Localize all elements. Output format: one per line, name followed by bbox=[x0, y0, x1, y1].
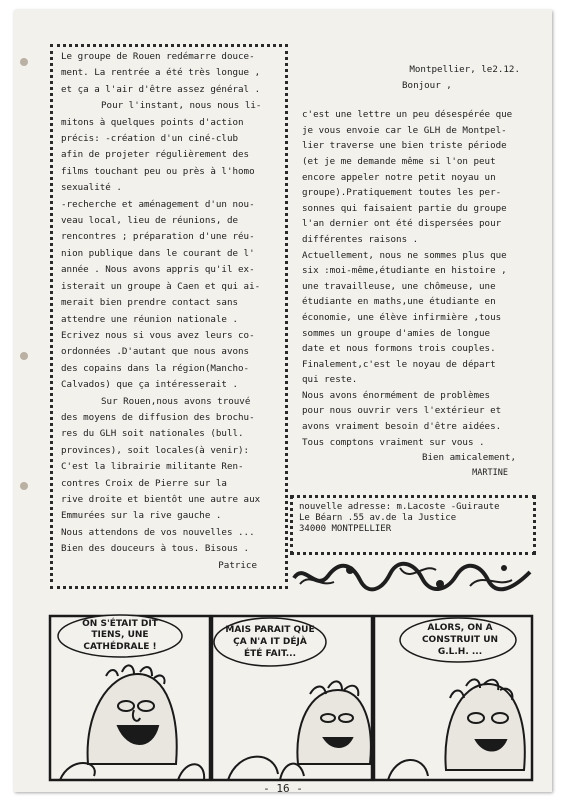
montpellier-line: différentes raisons . bbox=[302, 233, 419, 245]
rouen-line: et ça a l'air d'être assez général . bbox=[61, 83, 261, 95]
rouen-letter-box bbox=[50, 44, 288, 589]
montpellier-line: lier traverse une bien triste période bbox=[302, 140, 507, 152]
montpellier-line: avons vraiment besoin d'être aidées. bbox=[302, 421, 502, 433]
montpellier-line: économie, une élève infirmière ,tous bbox=[302, 311, 502, 323]
montpellier-line: qui reste. bbox=[302, 374, 358, 386]
rouen-line: Emmurées sur la rive gauche . bbox=[61, 510, 222, 522]
address-line: Le Béarn .55 av.de la Justice bbox=[299, 513, 457, 523]
montpellier-line: sonnes qui faisaient partie du groupe bbox=[302, 202, 507, 214]
comic-text: CATHÉDRALE ! bbox=[83, 642, 157, 652]
rouen-line: -recherche et aménagement d'un nou- bbox=[61, 198, 255, 210]
rouen-line: Sur Rouen,nous avons trouvé bbox=[101, 395, 251, 407]
rouen-line: rive droite et bientôt une autre aux bbox=[61, 493, 261, 505]
comic-text: G.L.H. ... bbox=[437, 647, 483, 657]
rouen-line: contres Croix de Pierre sur la bbox=[61, 477, 227, 489]
cartoon-face-icon bbox=[228, 681, 371, 780]
comic-text: ALORS, ON A bbox=[427, 623, 493, 633]
rouen-line: Le groupe de Rouen redémarre douce- bbox=[61, 51, 255, 62]
rouen-line: veau local, lieu de réunions, de bbox=[61, 215, 239, 227]
rouen-line: ment. La rentrée a été très longue , bbox=[61, 67, 261, 79]
montpellier-signature: MARTINE bbox=[472, 467, 508, 478]
montpellier-line: Tous comptons vraiment sur vous . bbox=[302, 436, 485, 448]
punch-hole-top bbox=[20, 58, 28, 66]
comic-text: TIENS, UNE bbox=[91, 630, 149, 640]
montpellier-line: Actuellement, nous ne sommes plus que bbox=[302, 249, 507, 261]
montpellier-line: sommes un groupe d'amies de longue bbox=[302, 327, 491, 339]
montpellier-line: encore appeler notre petit noyau un bbox=[302, 171, 496, 183]
rouen-line: mitons à quelques points d'action bbox=[61, 116, 244, 128]
rouen-line: films touchant peu ou près à l'homo bbox=[61, 165, 255, 177]
rouen-signature: Patrice bbox=[218, 559, 257, 571]
montpellier-line: pour nous ouvrir vers l'extérieur et bbox=[302, 405, 502, 417]
montpellier-line: Nous avons énormément de problèmes bbox=[302, 389, 491, 401]
address-line: 34000 MONTPELLIER bbox=[299, 524, 392, 534]
place-date: Montpellier, le2.12. bbox=[409, 64, 520, 75]
address-box bbox=[290, 495, 536, 555]
address-line: nouvelle adresse: m.Lacoste -Guiraute bbox=[299, 502, 500, 512]
rouen-line: Calvados) que ça intéresserait . bbox=[61, 379, 239, 391]
punch-hole-bottom bbox=[20, 482, 28, 490]
montpellier-line: six :moi-même,étudiante en histoire , bbox=[302, 265, 507, 277]
punch-hole-middle bbox=[20, 352, 28, 360]
comic-text: ON S'ÉTAIT DIT bbox=[82, 619, 158, 629]
montpellier-line: l'an dernier ont été dispersées pour bbox=[302, 218, 502, 230]
montpellier-line: c'est une lettre un peu désespérée que bbox=[302, 109, 513, 121]
rouen-line: attendre une réunion nationale . bbox=[61, 313, 239, 325]
closing: Bien amicalement, bbox=[421, 452, 516, 464]
rouen-line: afin de projeter régulièrement des bbox=[61, 149, 250, 161]
page-number: - 16 - bbox=[263, 782, 303, 795]
rouen-line: rencontres ; préparation d'une réu- bbox=[61, 231, 255, 243]
montpellier-line: étudiante en maths,une étudiante en bbox=[302, 296, 496, 308]
rouen-line: provinces), soit locales(à venir): bbox=[61, 444, 250, 456]
montpellier-line: une travailleuse, une chômeuse, une bbox=[302, 280, 496, 292]
cartoon-face-icon bbox=[388, 679, 525, 780]
comic-text: ÇA N'A IT DÉJÀ bbox=[233, 637, 307, 647]
rouen-line: Pour l'instant, nous nous li- bbox=[101, 100, 262, 112]
rouen-line: res du GLH soit nationales (bull. bbox=[61, 428, 244, 440]
montpellier-line: Finalement,c'est le noyau de départ bbox=[302, 358, 496, 370]
montpellier-line: (et je me demande même si l'on peut bbox=[302, 155, 496, 167]
rouen-line: Bien des douceurs à tous. Bisous . bbox=[61, 543, 250, 555]
rouen-line: merait bien prendre contact sans bbox=[61, 297, 239, 309]
cartoon-face-icon bbox=[60, 665, 204, 780]
rouen-line: des copains dans la région(Mancho- bbox=[61, 362, 250, 374]
rouen-line: isterait un groupe à Caen et qui ai- bbox=[61, 280, 261, 292]
greeting: Bonjour , bbox=[402, 79, 452, 91]
rouen-line: Nous attendons de vos nouvelles ... bbox=[61, 526, 255, 538]
montpellier-letter bbox=[302, 62, 538, 486]
rouen-line: année . Nous avons appris qu'il ex- bbox=[61, 264, 255, 276]
comic-text: MAIS PARAIT QUE bbox=[225, 625, 315, 635]
comic-text: ÉTÉ FAIT... bbox=[243, 649, 297, 659]
montpellier-line: date et nous formons trois couples. bbox=[302, 343, 496, 355]
rouen-line: C'est la librairie militante Ren- bbox=[61, 461, 244, 473]
rouen-line: Ecrivez nous si vous avez leurs co- bbox=[61, 329, 255, 341]
rouen-line: ordonnées .D'autant que nous avons bbox=[61, 346, 250, 358]
montpellier-line: je vous envoie car le GLH de Montpel- bbox=[302, 124, 507, 136]
document-page bbox=[14, 10, 552, 795]
comic-strip bbox=[48, 614, 534, 786]
rouen-line: précis: -création d'un ciné-club bbox=[61, 133, 239, 145]
ornament-swirl-icon bbox=[290, 558, 536, 594]
rouen-line: nion publique dans le courant de l' bbox=[61, 247, 255, 259]
comic-text: CONSTRUIT UN bbox=[421, 635, 499, 645]
rouen-line: des moyens de diffusion des brochu- bbox=[61, 411, 255, 423]
rouen-line: sexualité . bbox=[61, 182, 122, 194]
montpellier-line: groupe).Pratiquement toutes les per- bbox=[302, 187, 502, 199]
